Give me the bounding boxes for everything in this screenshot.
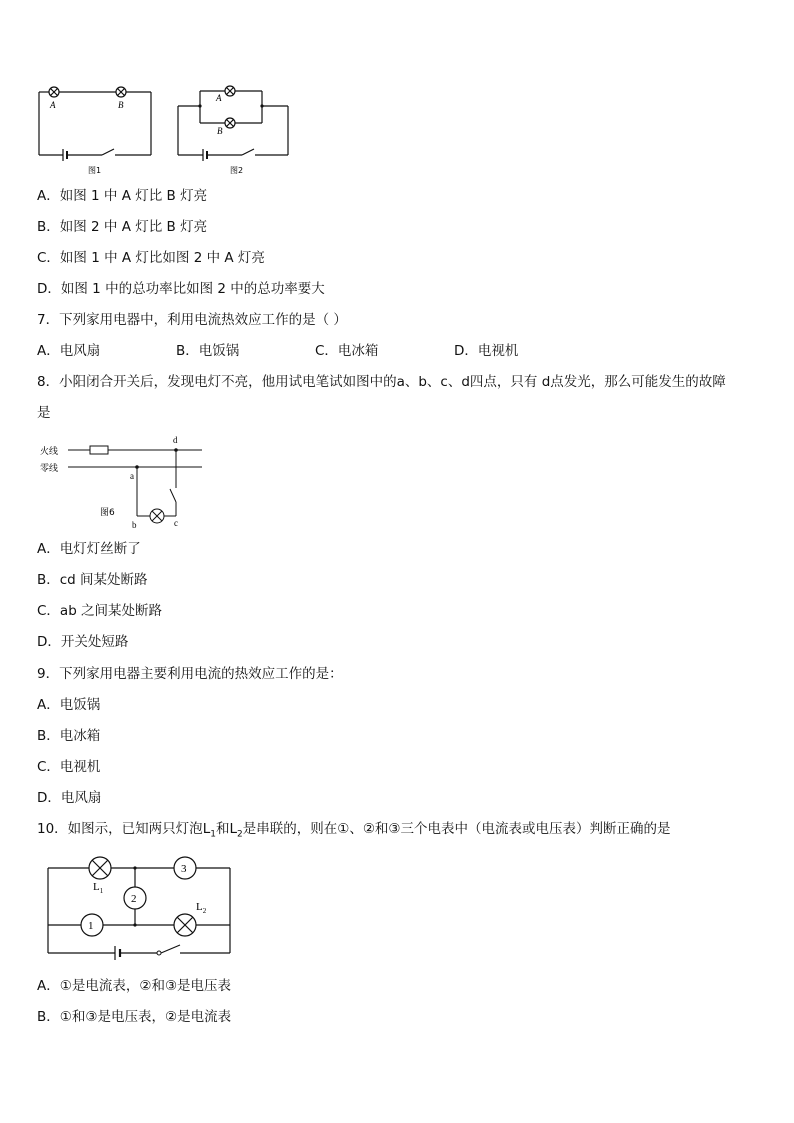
q8-stem-line2: 是	[37, 405, 51, 421]
q7-option-d: D．电视机	[454, 343, 519, 359]
q8-point-a: a	[130, 471, 134, 481]
q8-live-wire-label: 火线	[40, 447, 59, 457]
q6-option-b: B．如图 2 中 A 灯比 B 灯亮	[37, 219, 208, 235]
q7-option-a: A．电风扇	[37, 343, 101, 359]
q9-option-c: C．电视机	[37, 759, 101, 775]
q8-point-c: c	[174, 518, 178, 528]
q10-meter-1: 1	[88, 920, 94, 932]
q8-point-b: b	[132, 520, 137, 530]
q8-neutral-wire-label: 零线	[40, 464, 59, 474]
q9-stem: 9．下列家用电器主要利用电流的热效应工作的是：	[37, 666, 343, 682]
q6-option-d: D．如图 1 中的总功率比如图 2 中的总功率要大	[37, 281, 325, 297]
fig2-caption: 图2	[230, 166, 244, 175]
q10-circuit-figure	[40, 850, 240, 960]
q10-stem-suffix: 是串联的，则在①、②和③三个电表中（电流表或电压表）判断正确的是	[242, 821, 671, 837]
q9-option-d: D．电风扇	[37, 790, 102, 806]
q10-option-a: A．①是电流表，②和③是电压表	[37, 978, 232, 994]
q10-label-l2: $L_2$	[196, 901, 207, 915]
q8-circuit-figure	[40, 432, 220, 532]
q8-option-b: B．cd 间某处断路	[37, 572, 148, 588]
q7-option-c: C．电冰箱	[315, 343, 379, 359]
q8-stem-line1: 8．小阳闭合开关后，发现电灯不亮，他用试电笔试如图中的a、b、c、d四点，只有 d点发光，那么可能发生的故障	[37, 374, 726, 390]
q8-figure-caption: 图6	[100, 508, 115, 518]
fig1-label-a: A	[50, 100, 56, 110]
q10-l2: $L_2$	[229, 821, 243, 840]
q8-option-a: A．电灯灯丝断了	[37, 541, 141, 557]
q10-meter-2: 2	[131, 893, 137, 905]
figure-1-2-circuits	[30, 78, 330, 178]
q9-option-b: B．电冰箱	[37, 728, 101, 744]
q10-option-b: B．①和③是电压表，②是电流表	[37, 1009, 232, 1025]
q10-stem-prefix: 10．如图示，已知两只灯泡	[37, 821, 203, 837]
q10-and: 和	[215, 821, 230, 837]
q10-stem	[37, 819, 671, 845]
q7-options	[37, 341, 518, 361]
q6-option-a: A．如图 1 中 A 灯比 B 灯亮	[37, 188, 208, 204]
fig1-caption: 图1	[88, 166, 102, 175]
q7-stem: 7．下列家用电器中，利用电流热效应工作的是（ ）	[37, 312, 347, 328]
q10-meter-3: 3	[181, 863, 187, 875]
q10-l1: $L_1$	[202, 821, 216, 840]
q9-option-a: A．电饭锅	[37, 697, 101, 713]
fig2-label-a: A	[216, 93, 222, 103]
fig2-label-b: B	[217, 126, 223, 136]
q8-point-d: d	[173, 435, 178, 445]
q6-option-c: C．如图 1 中 A 灯比如图 2 中 A 灯亮	[37, 250, 265, 266]
q8-option-d: D．开关处短路	[37, 634, 129, 650]
fig1-label-b: B	[118, 100, 124, 110]
q10-label-l1: $L_1$	[93, 881, 104, 895]
q7-option-b: B．电饭锅	[176, 343, 240, 359]
q8-option-c: C．ab 之间某处断路	[37, 603, 163, 619]
